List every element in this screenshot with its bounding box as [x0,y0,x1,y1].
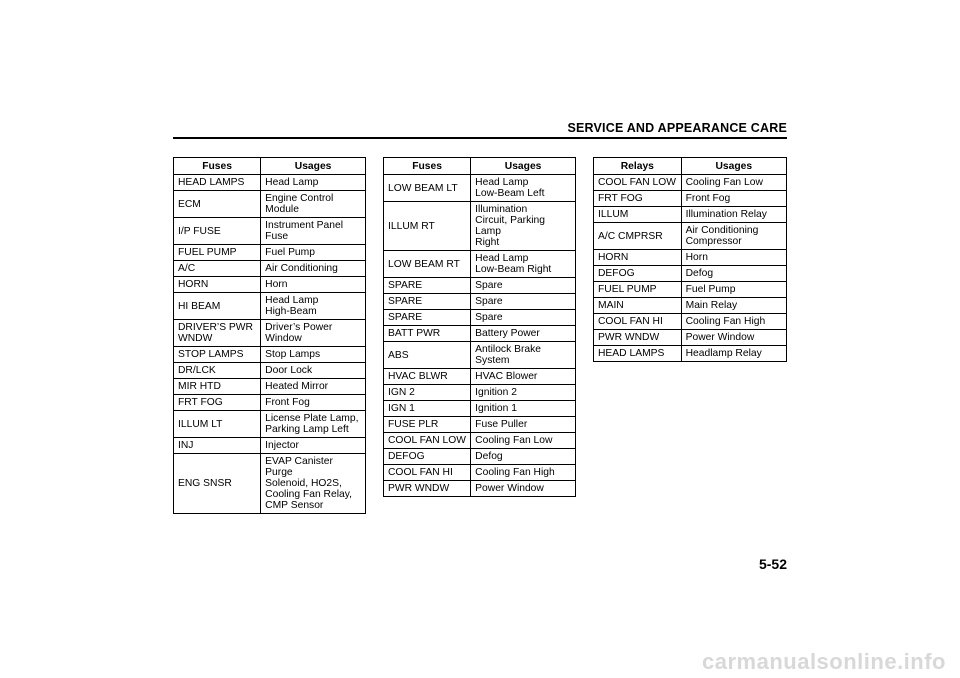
usage-cell: License Plate Lamp, Parking Lamp Left [261,411,366,438]
table-header-row [384,158,576,175]
column-header-usage: Usages [471,158,576,175]
table-row [384,251,576,278]
fuse-name-cell: PWR WNDW [594,330,682,346]
table-row [594,314,787,330]
fuse-name-cell: FRT FOG [594,191,682,207]
fuse-name-cell: MAIN [594,298,682,314]
table-row [594,298,787,314]
column-header-name: Fuses [174,158,261,175]
usage-cell: Fuse Puller [471,417,576,433]
fuse-name-cell: SPARE [384,278,471,294]
fuse-name-cell: HI BEAM [174,293,261,320]
fuse-name-cell: DEFOG [594,266,682,282]
usage-cell: Headlamp Relay [681,346,786,362]
watermark-text: carmanualsonline.info [702,649,946,674]
fuse-table-1 [173,157,366,514]
fuse-name-cell: A/C CMPRSR [594,223,682,250]
table-row [174,379,366,395]
usage-cell: Injector [261,438,366,454]
table-row [174,218,366,245]
usage-cell: Power Window [681,330,786,346]
usage-cell: Instrument Panel Fuse [261,218,366,245]
table-row [174,175,366,191]
fuse-name-cell: STOP LAMPS [174,347,261,363]
usage-cell: Spare [471,278,576,294]
table-row [384,433,576,449]
usage-cell: Driver’s Power Window [261,320,366,347]
fuse-name-cell: COOL FAN LOW [594,175,682,191]
usage-cell: Front Fog [681,191,786,207]
fuse-name-cell: FUEL PUMP [174,245,261,261]
table-row [174,293,366,320]
fuse-name-cell: PWR WNDW [384,481,471,497]
usage-cell: Antilock Brake System [471,342,576,369]
fuse-name-cell: ILLUM [594,207,682,223]
table-header-row [594,158,787,175]
usage-cell: Battery Power [471,326,576,342]
table-row [384,369,576,385]
usage-cell: Main Relay [681,298,786,314]
usage-cell: Door Lock [261,363,366,379]
table-row [594,207,787,223]
table-row [594,223,787,250]
usage-cell: Cooling Fan High [471,465,576,481]
fuse-name-cell: INJ [174,438,261,454]
usage-cell: Illumination Relay [681,207,786,223]
table-row [384,481,576,497]
table-row [594,250,787,266]
table-row [174,191,366,218]
usage-cell: Head Lamp Low-Beam Left [471,175,576,202]
fuse-name-cell: FRT FOG [174,395,261,411]
fuse-name-cell: HORN [594,250,682,266]
fuse-name-cell: LOW BEAM RT [384,251,471,278]
fuse-name-cell: IGN 2 [384,385,471,401]
usage-cell: Engine Control Module [261,191,366,218]
fuse-name-cell: LOW BEAM LT [384,175,471,202]
table-row [594,282,787,298]
usage-cell: Stop Lamps [261,347,366,363]
usage-cell: Heated Mirror [261,379,366,395]
usage-cell: Ignition 2 [471,385,576,401]
table-row [174,245,366,261]
fuse-name-cell: HEAD LAMPS [174,175,261,191]
fuse-name-cell: ENG SNSR [174,454,261,514]
fuse-table-2 [383,157,576,497]
fuse-name-cell: BATT PWR [384,326,471,342]
fuse-name-cell: COOL FAN LOW [384,433,471,449]
table-header-row [174,158,366,175]
usage-cell: Spare [471,294,576,310]
table-row [174,320,366,347]
usage-cell: Head Lamp [261,175,366,191]
table-row [174,438,366,454]
table-row [384,465,576,481]
table-row [174,395,366,411]
fuse-name-cell: HEAD LAMPS [594,346,682,362]
table-row [384,385,576,401]
fuse-name-cell: I/P FUSE [174,218,261,245]
table-row [384,417,576,433]
column-header-name: Relays [594,158,682,175]
header-rule [173,137,787,139]
table-row [384,175,576,202]
fuse-name-cell: ECM [174,191,261,218]
fuse-name-cell: COOL FAN HI [594,314,682,330]
table-row [384,294,576,310]
usage-cell: Horn [681,250,786,266]
usage-cell: Head Lamp Low-Beam Right [471,251,576,278]
usage-cell: EVAP Canister Purge Solenoid, HO2S, Cooling Fan Relay, CMP Sensor [261,454,366,514]
table-row [384,401,576,417]
fuse-name-cell: ILLUM RT [384,202,471,251]
table-row [594,346,787,362]
fuse-name-cell: DR/LCK [174,363,261,379]
usage-cell: Cooling Fan Low [471,433,576,449]
fuse-name-cell: SPARE [384,294,471,310]
table-row [174,363,366,379]
table-row [594,175,787,191]
fuse-name-cell: HVAC BLWR [384,369,471,385]
table-row [384,326,576,342]
table-row [174,261,366,277]
usage-cell: Defog [681,266,786,282]
fuse-name-cell: SPARE [384,310,471,326]
table-row [174,277,366,293]
table-row [384,342,576,369]
usage-cell: HVAC Blower [471,369,576,385]
usage-cell: Defog [471,449,576,465]
fuse-name-cell: MIR HTD [174,379,261,395]
table-row [384,278,576,294]
table-row [594,191,787,207]
column-header-name: Fuses [384,158,471,175]
column-header-usage: Usages [261,158,366,175]
usage-cell: Illumination Circuit, Parking Lamp Right [471,202,576,251]
fuse-name-cell: DEFOG [384,449,471,465]
table-row [174,454,366,514]
table-row [384,449,576,465]
fuse-name-cell: FUSE PLR [384,417,471,433]
relay-table [593,157,787,362]
table-row [384,310,576,326]
table-row [384,202,576,251]
usage-cell: Ignition 1 [471,401,576,417]
usage-cell: Power Window [471,481,576,497]
usage-cell: Horn [261,277,366,293]
fuse-name-cell: ILLUM LT [174,411,261,438]
usage-cell: Cooling Fan Low [681,175,786,191]
fuse-name-cell: FUEL PUMP [594,282,682,298]
table-row [174,347,366,363]
usage-cell: Spare [471,310,576,326]
fuse-name-cell: COOL FAN HI [384,465,471,481]
fuse-name-cell: A/C [174,261,261,277]
fuse-name-cell: ABS [384,342,471,369]
usage-cell: Fuel Pump [261,245,366,261]
table-row [594,330,787,346]
usage-cell: Cooling Fan High [681,314,786,330]
table-row [174,411,366,438]
fuse-name-cell: DRIVER’S PWR WNDW [174,320,261,347]
table-row [594,266,787,282]
usage-cell: Front Fog [261,395,366,411]
usage-cell: Air Conditioning [261,261,366,277]
usage-cell: Air Conditioning Compressor [681,223,786,250]
column-header-usage: Usages [681,158,786,175]
fuse-name-cell: HORN [174,277,261,293]
usage-cell: Head Lamp High-Beam [261,293,366,320]
page-number: 5-52 [758,556,787,572]
page-header-title: SERVICE AND APPEARANCE CARE [567,121,787,135]
fuse-name-cell: IGN 1 [384,401,471,417]
usage-cell: Fuel Pump [681,282,786,298]
